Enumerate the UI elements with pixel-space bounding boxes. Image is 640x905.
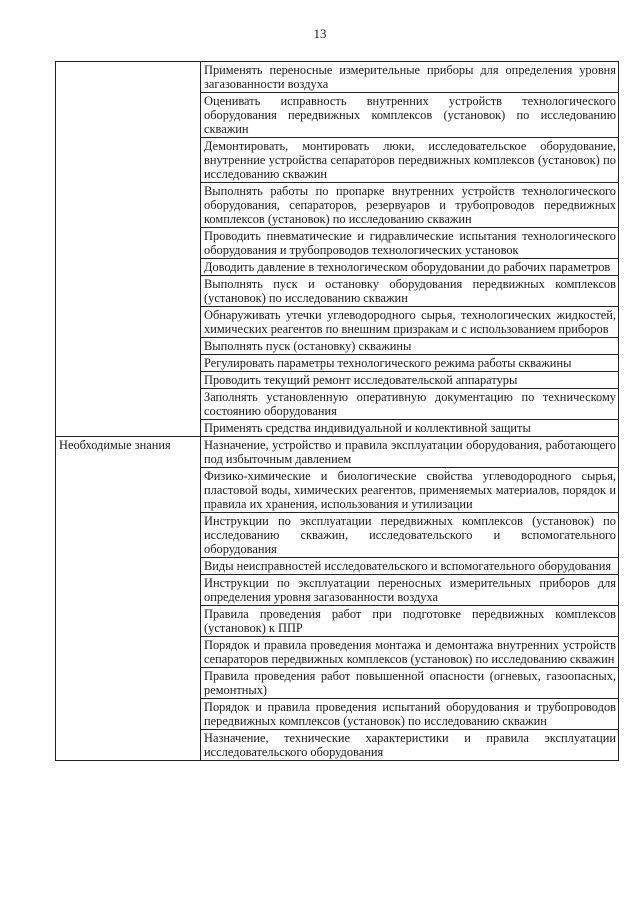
- requirement-text: Правила проведения работ при подготовке передвижных комплексов (установок) к ППР: [201, 606, 619, 637]
- requirement-text: Назначение, устройство и правила эксплуатации оборудования, работающего под избыточным давлением: [201, 437, 619, 468]
- requirement-text: Применять переносные измерительные приборы для определения уровня загазованности воздуха: [201, 62, 619, 93]
- requirement-text: Правила проведения работ повышенной опасности (огневых, газоопасных, ремонтных): [201, 668, 619, 699]
- requirement-text: Назначение, технические характеристики и правила эксплуатации исследовательского оборудования: [201, 730, 619, 761]
- section-label: [56, 62, 201, 437]
- requirement-text: Проводить текущий ремонт исследовательской аппаратуры: [201, 372, 619, 389]
- requirement-text: Выполнять пуск (остановку) скважины: [201, 338, 619, 355]
- requirement-text: Порядок и правила проведения монтажа и демонтажа внутренних устройств сепараторов передвижных комплексов (установок) по исследованию скважин: [201, 637, 619, 668]
- table-row: [56, 437, 619, 468]
- requirement-text: Порядок и правила проведения испытаний оборудования и трубопроводов передвижных комплексов (установок) по исследованию скважин: [201, 699, 619, 730]
- requirement-text: Инструкции по эксплуатации переносных измерительных приборов для определения уровня загазованности воздуха: [201, 575, 619, 606]
- requirement-text: Выполнять работы по пропарке внутренних устройств технологического оборудования, сепараторов, резервуаров и трубопроводов передвижных комплексов (установок) по исследованию скважин: [201, 183, 619, 228]
- requirements-table: [55, 61, 619, 761]
- requirement-text: Проводить пневматические и гидравлические испытания технологического оборудования и трубопроводов технологических установок: [201, 228, 619, 259]
- page-number: 13: [313, 26, 327, 41]
- requirements-table-body: [56, 62, 619, 761]
- requirement-text: Физико-химические и биологические свойства углеводородного сырья, пластовой воды, химических реагентов, применяемых материалов, порядок и правила их хранения, использования и утилизации: [201, 468, 619, 513]
- requirement-text: Обнаруживать утечки углеводородного сырья, технологических жидкостей, химических реагентов по внешним призракам и с использованием приборов: [201, 307, 619, 338]
- requirement-text: Инструкции по эксплуатации передвижных комплексов (установок) по исследованию скважин, исследовательского и вспомогательного оборудования: [201, 513, 619, 558]
- requirement-text: Регулировать параметры технологического режима работы скважины: [201, 355, 619, 372]
- requirement-text: Виды неисправностей исследовательского и вспомогательного оборудования: [201, 558, 619, 575]
- table-row: [56, 62, 619, 93]
- requirement-text: Применять средства индивидуальной и коллективной защиты: [201, 420, 619, 437]
- requirement-text: Заполнять установленную оперативную документацию по техническому состоянию оборудования: [201, 389, 619, 420]
- requirement-text: Доводить давление в технологическом оборудовании до рабочих параметров: [201, 259, 619, 276]
- section-label: Необходимые знания: [56, 437, 201, 761]
- requirement-text: Выполнять пуск и остановку оборудования передвижных комплексов (установок) по исследованию скважин: [201, 276, 619, 307]
- requirement-text: Демонтировать, монтировать люки, исследовательское оборудование, внутренние устройства сепараторов передвижных комплексов (установок) по исследованию скважин: [201, 138, 619, 183]
- requirement-text: Оценивать исправность внутренних устройств технологического оборудования передвижных комплексов (установок) по исследованию скважин: [201, 93, 619, 138]
